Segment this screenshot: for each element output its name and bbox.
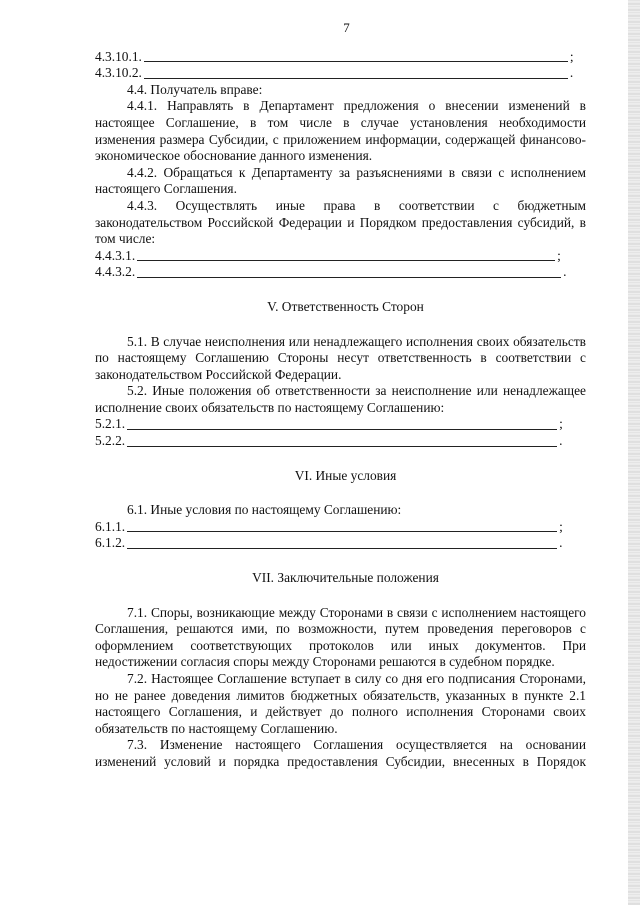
blank-underline bbox=[137, 265, 561, 278]
item-number: 5.2.1. bbox=[95, 416, 126, 432]
blank-underline bbox=[127, 519, 557, 532]
blank-line-6-1-2 bbox=[95, 535, 586, 552]
paragraph-5-1: 5.1. В случае неисполнения или ненадлежащего исполнения своих обязательств по настоящему Соглашению Стороны несут ответственность в соответствии с законодательством Российской Федерации. bbox=[95, 333, 586, 382]
paragraph-6-1: 6.1. Иные условия по настоящему Соглашению: bbox=[127, 502, 402, 518]
item-number: 4.3.10.1. bbox=[95, 48, 142, 64]
blank-line-5-2-2 bbox=[95, 433, 586, 450]
paragraph-4-4-1: 4.4.1. Направлять в Департамент предложения о внесении изменений в настоящее Соглашение, в том числе в случае установления необходимости изменения размера Субсидии, с приложением информации, содержащей финансово-экономическое обоснование данного изменения. bbox=[95, 98, 586, 164]
line-end-mark: ; bbox=[559, 518, 563, 534]
blank-underline bbox=[137, 248, 555, 261]
section-heading-6: VI. Иные условия bbox=[294, 467, 397, 483]
item-number: 5.2.2. bbox=[95, 433, 126, 449]
paragraph-4-4-3: 4.4.3. Осуществлять иные права в соответствии с бюджетным законодательством Российской Федерации и Порядком предоставления субсидий, в том числе: bbox=[95, 197, 586, 247]
blank-line-6-1-1 bbox=[95, 519, 586, 536]
line-end-mark: ; bbox=[569, 48, 574, 64]
blank-line-4-3-10-2 bbox=[95, 65, 586, 82]
line-end-mark: . bbox=[559, 433, 563, 449]
blank-underline bbox=[144, 66, 568, 79]
item-number: 4.4.3.1. bbox=[95, 247, 136, 263]
blank-line-4-4-3-1 bbox=[95, 248, 586, 265]
page-number: 7 bbox=[343, 20, 350, 35]
blank-line-5-2-1 bbox=[95, 416, 586, 433]
blank-underline bbox=[144, 49, 568, 62]
section-heading-7: VII. Заключительные положения bbox=[252, 570, 439, 586]
blank-underline bbox=[127, 536, 557, 549]
blank-line-4-3-10-1 bbox=[95, 49, 586, 66]
paragraph-7-3: 7.3. Изменение настоящего Соглашения осуществляется на основании изменений условий и порядка предоставления Субсидии, внесенных в Порядок bbox=[95, 737, 586, 769]
paragraph-5-2: 5.2. Иные положения об ответственности за неисполнение или ненадлежащее исполнение своих обязательств по настоящему Соглашению: bbox=[95, 383, 586, 415]
item-number: 6.1.2. bbox=[95, 535, 126, 551]
scan-edge-artifact bbox=[628, 0, 640, 905]
paragraph-7-1: 7.1. Споры, возникающие между Сторонами в связи с исполнением настоящего Соглашения, решаются ими, по возможности, путем проведения переговоров с оформлением соответствующих протоколов или иных документов. При недостижении согласия споры между Сторонами решаются в судебном порядке. bbox=[95, 604, 586, 670]
line-end-mark: ; bbox=[557, 247, 561, 263]
paragraph-4-4-2: 4.4.2. Обращаться к Департаменту за разъяснениями в связи с исполнением настоящего Соглашения. bbox=[95, 164, 586, 197]
line-end-mark: ; bbox=[559, 416, 563, 432]
blank-line-4-4-3-2 bbox=[95, 264, 586, 281]
line-end-mark: . bbox=[563, 264, 567, 280]
item-number: 4.4.3.2. bbox=[95, 264, 136, 280]
paragraph-4-4: 4.4. Получатель вправе: bbox=[127, 81, 263, 97]
section-heading-5: V. Ответственность Сторон bbox=[267, 298, 424, 314]
paragraph-7-2: 7.2. Настоящее Соглашение вступает в силу со дня его подписания Сторонами, но не ранее доведения лимитов бюджетных обязательств, указанных в пункте 2.1 настоящего Соглашения, и действует до полного исполнения Сторонами своих обязательств по настоящему Соглашению. bbox=[95, 671, 586, 736]
document-page bbox=[95, 20, 586, 787]
line-end-mark: . bbox=[569, 65, 574, 81]
blank-underline bbox=[127, 417, 557, 430]
item-number: 6.1.1. bbox=[95, 518, 126, 534]
line-end-mark: . bbox=[559, 535, 563, 551]
item-number: 4.3.10.2. bbox=[95, 65, 142, 81]
blank-underline bbox=[127, 434, 557, 447]
